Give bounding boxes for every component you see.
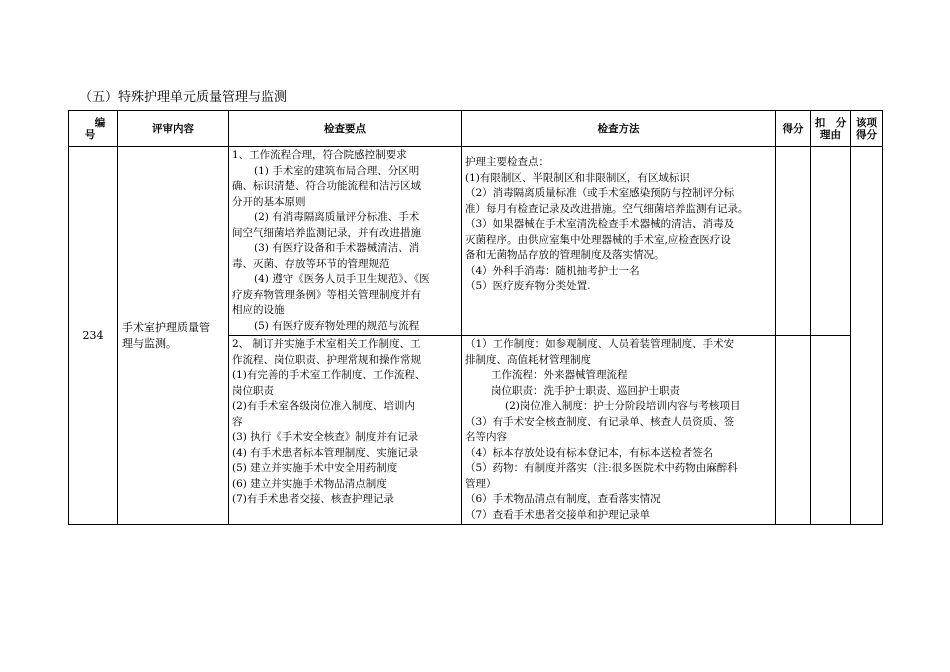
table-row: [69, 147, 883, 336]
score-cell-1: [776, 147, 811, 336]
row-content: 手术室护理质量管 理与监测。: [118, 147, 229, 525]
header-score: 得分: [776, 111, 811, 147]
header-item-score: 该项 得分: [851, 111, 883, 147]
header-deduct-reason: 扣 分 理由: [811, 111, 851, 147]
header-points: 检查要点: [229, 111, 462, 147]
section-title: （五）特殊护理单元质量管理与监测: [79, 90, 288, 105]
method-cell-2: （1）工作制度：如参观制度、人员着装管理制度、手术安 排制度、高值耗材管理制度 工作流程：外来器械管理流程 岗位职责：洗手护士职责、巡回护士职责 (2)岗位准入制度：护士分阶段培训内容与考核项目 （3）有手术安全核查制度、有记录单、核查人员资质、签 名等内容 （4）标本存放处设有标本登记本，有标本送检者签名 （5）药物：有制度并落实（注:很多医院术中药物由麻醉科 管理） （6）手术物品清点有制度，查看落实情况 （7）查看手术患者交接单和护理记录单: [462, 336, 776, 525]
deduct-reason-cell-2: [811, 336, 851, 525]
method-cell-1: 护理主要检查点： (1)有限制区、半限制区和非限制区，有区域标识 （2）消毒隔离质量标准（或手术室感染预防与控制评分标 准）每月有检查记录及改进措施。空气细菌培养监测有记录。 （3）如果器械在手术室清洗检查手术器械的清洁、消毒及 灭菌程序。由供应室集中处理器械的手术室,应检查医疗设 备和无菌物品存放的管理制度及落实情况。 （4）外科手消毒：随机抽考护士一名 （5）医疗废弃物分类处置.: [462, 147, 776, 336]
header-method: 检查方法: [462, 111, 776, 147]
score-cell-2: [776, 336, 811, 525]
header-row: [69, 111, 883, 147]
deduct-reason-cell-1: [811, 147, 851, 336]
evaluation-table: [68, 110, 883, 525]
item-score-cell: [851, 147, 883, 525]
points-cell-2: 2、 制订并实施手术室相关工作制度、工 作流程、岗位职责、护理常规和操作常规 (1)有完善的手术室工作制度、工作流程、 岗位职责 (2)有手术室各级岗位准入制度、培训内 容 (3) 执行《手术安全核查》制度并有记录 (4) 有手术患者标本管理制度、实施记录 (5) 建立并实施手术中安全用药制度 (6) 建立并实施手术物品清点制度 (7)有手术患者交接、核查护理记录: [229, 336, 462, 525]
points-cell-1: 1、工作流程合理，符合院感控制要求 (1) 手术室的建筑布局合理、分区明 确、标识清楚、符合功能流程和洁污区域 分开的基本原则 (2) 有消毒隔离质量评分标准、手术 间空气细菌培养监测记录，并有改进措施 (3) 有医疗设备和手术器械清洁、消 毒、灭菌、存放等环节的管理规范 (4) 遵守《医务人员手卫生规范》、《医 疗废弃物管理条例》等相关管理制度并有 相应的设施 (5) 有医疗废弃物处理的规范与流程: [229, 147, 462, 336]
row-number: 234: [69, 147, 118, 525]
header-number: 编 号: [69, 111, 118, 147]
header-content: 评审内容: [118, 111, 229, 147]
